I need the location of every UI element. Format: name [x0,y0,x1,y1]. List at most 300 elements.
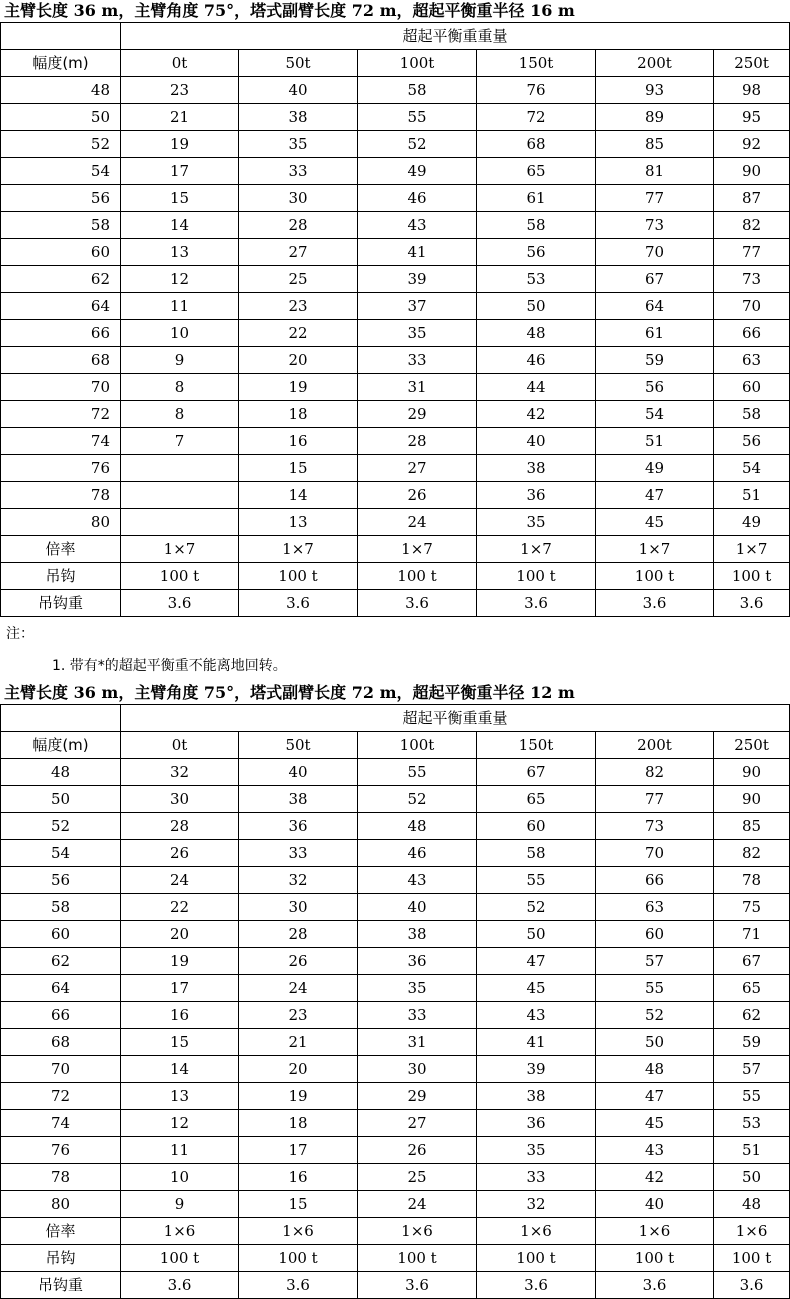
capacity-cell: 73 [596,813,714,840]
capacity-cell: 77 [596,185,714,212]
capacity-cell: 38 [477,455,596,482]
capacity-cell: 28 [239,212,358,239]
capacity-cell: 14 [239,482,358,509]
capacity-cell: 33 [239,840,358,867]
capacity-cell: 33 [239,158,358,185]
capacity-cell: 35 [477,509,596,536]
capacity-cell: 58 [358,77,477,104]
capacity-cell: 22 [121,894,239,921]
capacity-cell: 52 [477,894,596,921]
radius-cell: 74 [1,428,121,455]
capacity-cell: 90 [714,759,790,786]
footer-label: 吊钩重 [1,1272,121,1299]
capacity-cell: 46 [358,185,477,212]
capacity-cell: 82 [714,212,790,239]
capacity-cell: 57 [596,948,714,975]
table-row [1,1083,790,1110]
capacity-cell: 29 [358,401,477,428]
capacity-cell: 67 [596,266,714,293]
capacity-cell: 27 [239,239,358,266]
capacity-cell: 22 [239,320,358,347]
capacity-cell: 36 [358,948,477,975]
capacity-cell: 54 [596,401,714,428]
capacity-cell: 37 [358,293,477,320]
capacity-cell: 32 [477,1191,596,1218]
footer-cell: 1×6 [714,1218,790,1245]
capacity-cell: 46 [358,840,477,867]
radius-cell: 68 [1,1029,121,1056]
capacity-cell: 48 [714,1191,790,1218]
radius-cell: 76 [1,455,121,482]
capacity-cell: 36 [239,813,358,840]
capacity-cell: 61 [477,185,596,212]
radius-cell: 64 [1,293,121,320]
capacity-cell: 40 [477,428,596,455]
footer-cell: 3.6 [121,590,239,617]
radius-cell: 54 [1,840,121,867]
radius-cell: 58 [1,212,121,239]
footer-cell: 100 t [358,1245,477,1272]
capacity-cell: 36 [477,482,596,509]
capacity-cell: 50 [477,921,596,948]
capacity-cell: 15 [239,1191,358,1218]
capacity-cell: 93 [596,77,714,104]
table-row [1,185,790,212]
capacity-cell: 82 [596,759,714,786]
table-row [1,77,790,104]
capacity-cell: 39 [358,266,477,293]
capacity-cell: 53 [714,1110,790,1137]
capacity-cell: 35 [358,975,477,1002]
capacity-cell: 95 [714,104,790,131]
radius-cell: 62 [1,266,121,293]
capacity-cell: 32 [239,867,358,894]
capacity-cell: 89 [596,104,714,131]
footer-cell: 1×6 [358,1218,477,1245]
capacity-cell: 46 [477,347,596,374]
radius-cell: 58 [1,894,121,921]
radius-cell: 72 [1,1083,121,1110]
column-header: 150t [477,732,596,759]
footer-cell: 100 t [714,563,790,590]
capacity-cell: 20 [239,1056,358,1083]
footer-cell: 100 t [121,1245,239,1272]
radius-cell: 60 [1,239,121,266]
capacity-cell: 59 [596,347,714,374]
footer-label: 吊钩 [1,1245,121,1272]
radius-cell: 80 [1,509,121,536]
capacity-cell: 35 [358,320,477,347]
footer-cell: 1×7 [121,536,239,563]
table-row [1,948,790,975]
capacity-cell: 25 [239,266,358,293]
capacity-cell: 24 [239,975,358,1002]
capacity-cell: 13 [121,1083,239,1110]
capacity-cell: 47 [477,948,596,975]
capacity-cell: 33 [358,1002,477,1029]
capacity-cell: 19 [121,131,239,158]
capacity-cell: 51 [714,1137,790,1164]
capacity-cell: 29 [358,1083,477,1110]
table-row [1,759,790,786]
capacity-cell: 57 [714,1056,790,1083]
capacity-cell: 56 [596,374,714,401]
column-header: 100t [358,732,477,759]
footer-cell: 3.6 [358,590,477,617]
capacity-cell: 28 [358,428,477,455]
capacity-cell: 18 [239,401,358,428]
capacity-cell: 24 [121,867,239,894]
capacity-cell: 68 [477,131,596,158]
capacity-cell: 31 [358,1029,477,1056]
radius-cell: 80 [1,1191,121,1218]
capacity-cell: 40 [239,759,358,786]
footer-cell: 1×6 [121,1218,239,1245]
corner-cell [1,23,121,50]
capacity-cell: 15 [121,185,239,212]
radius-cell: 66 [1,1002,121,1029]
capacity-cell: 19 [239,374,358,401]
capacity-cell: 60 [714,374,790,401]
table-row [1,867,790,894]
capacity-cell: 14 [121,1056,239,1083]
footer-cell: 100 t [239,563,358,590]
capacity-cell: 43 [358,867,477,894]
radius-cell: 68 [1,347,121,374]
capacity-cell: 51 [714,482,790,509]
load-chart-table-2 [0,704,790,1299]
capacity-cell: 78 [714,867,790,894]
capacity-cell: 16 [239,428,358,455]
capacity-cell: 17 [239,1137,358,1164]
capacity-cell: 47 [596,1083,714,1110]
capacity-cell: 27 [358,455,477,482]
capacity-cell: 52 [358,131,477,158]
capacity-cell: 17 [121,158,239,185]
footer-cell: 100 t [477,1245,596,1272]
capacity-cell: 30 [358,1056,477,1083]
capacity-cell: 49 [714,509,790,536]
table-row [1,212,790,239]
capacity-cell: 85 [596,131,714,158]
footer-label: 倍率 [1,1218,121,1245]
footer-cell: 100 t [596,563,714,590]
table-row [1,840,790,867]
capacity-cell: 26 [358,1137,477,1164]
group-header: 超起平衡重重量 [121,23,790,50]
capacity-cell: 61 [596,320,714,347]
capacity-cell: 90 [714,786,790,813]
radius-cell: 48 [1,759,121,786]
column-header: 100t [358,50,477,77]
capacity-cell: 56 [477,239,596,266]
radius-cell: 66 [1,320,121,347]
capacity-cell: 81 [596,158,714,185]
group-header-row [1,705,790,732]
capacity-cell: 51 [596,428,714,455]
capacity-cell: 55 [596,975,714,1002]
footer-cell: 3.6 [714,1272,790,1299]
footer-cell: 3.6 [714,590,790,617]
capacity-cell: 42 [596,1164,714,1191]
load-chart-table-1 [0,22,790,617]
column-header: 0t [121,732,239,759]
capacity-cell: 43 [477,1002,596,1029]
capacity-cell: 23 [239,293,358,320]
capacity-cell: 65 [477,158,596,185]
capacity-cell: 33 [477,1164,596,1191]
capacity-cell: 10 [121,320,239,347]
capacity-cell: 64 [596,293,714,320]
capacity-cell: 35 [477,1137,596,1164]
capacity-cell: 14 [121,212,239,239]
capacity-cell: 27 [358,1110,477,1137]
capacity-cell: 65 [714,975,790,1002]
notes-label: 注： [6,626,34,642]
capacity-cell: 10 [121,1164,239,1191]
radius-cell: 62 [1,948,121,975]
capacity-cell: 63 [714,347,790,374]
capacity-cell: 50 [477,293,596,320]
capacity-cell: 21 [121,104,239,131]
footer-row [1,1218,790,1245]
column-header: 50t [239,732,358,759]
footer-row [1,1245,790,1272]
capacity-cell: 55 [477,867,596,894]
capacity-cell: 26 [358,482,477,509]
table-row [1,975,790,1002]
footer-row [1,563,790,590]
capacity-cell: 36 [477,1110,596,1137]
capacity-cell: 42 [477,401,596,428]
capacity-cell: 73 [596,212,714,239]
capacity-cell: 44 [477,374,596,401]
table-row [1,347,790,374]
table-row [1,1056,790,1083]
capacity-cell: 55 [358,759,477,786]
capacity-cell: 53 [477,266,596,293]
capacity-cell: 31 [358,374,477,401]
table-row [1,1191,790,1218]
column-header: 200t [596,50,714,77]
capacity-cell: 67 [477,759,596,786]
footer-cell: 100 t [121,563,239,590]
table-row [1,401,790,428]
group-header-row [1,23,790,50]
radius-cell: 72 [1,401,121,428]
footer-cell: 3.6 [358,1272,477,1299]
table-row [1,320,790,347]
capacity-cell: 87 [714,185,790,212]
footer-cell: 3.6 [239,1272,358,1299]
table-row [1,428,790,455]
capacity-cell: 62 [714,1002,790,1029]
capacity-cell: 58 [477,840,596,867]
capacity-cell [121,509,239,536]
table-row [1,1137,790,1164]
capacity-cell: 66 [714,320,790,347]
capacity-cell: 24 [358,509,477,536]
footer-row [1,536,790,563]
capacity-cell: 13 [121,239,239,266]
column-header: 150t [477,50,596,77]
radius-header: 幅度(m) [1,732,121,759]
radius-cell: 52 [1,131,121,158]
capacity-cell: 52 [358,786,477,813]
capacity-cell: 41 [477,1029,596,1056]
capacity-cell: 30 [121,786,239,813]
table-row [1,104,790,131]
capacity-cell: 43 [596,1137,714,1164]
capacity-cell: 38 [358,921,477,948]
capacity-cell: 47 [596,482,714,509]
footer-cell: 3.6 [239,590,358,617]
table-row [1,1002,790,1029]
capacity-cell: 30 [239,894,358,921]
radius-cell: 50 [1,786,121,813]
capacity-cell: 92 [714,131,790,158]
capacity-cell: 60 [477,813,596,840]
capacity-cell: 11 [121,293,239,320]
table-row [1,1110,790,1137]
capacity-cell: 54 [714,455,790,482]
note-item-1: 1. 带有*的超起平衡重不能离地回转。 [52,658,287,674]
radius-cell: 56 [1,867,121,894]
radius-cell: 78 [1,482,121,509]
radius-cell: 56 [1,185,121,212]
capacity-cell: 85 [714,813,790,840]
capacity-cell: 72 [477,104,596,131]
capacity-cell: 26 [239,948,358,975]
footer-label: 吊钩 [1,563,121,590]
radius-cell: 54 [1,158,121,185]
radius-cell: 76 [1,1137,121,1164]
capacity-cell: 55 [714,1083,790,1110]
footer-cell: 100 t [239,1245,358,1272]
capacity-cell: 24 [358,1191,477,1218]
capacity-cell: 41 [358,239,477,266]
footer-cell: 100 t [477,563,596,590]
capacity-cell: 50 [714,1164,790,1191]
capacity-cell: 65 [477,786,596,813]
table1-title: 主臂长度 36 m，主臂角度 75°，塔式副臂长度 72 m，超起平衡重半径 16 m [4,1,575,20]
capacity-cell: 48 [596,1056,714,1083]
capacity-cell: 18 [239,1110,358,1137]
footer-cell: 100 t [596,1245,714,1272]
capacity-cell: 38 [239,104,358,131]
capacity-cell: 77 [714,239,790,266]
capacity-cell: 40 [358,894,477,921]
capacity-cell: 49 [596,455,714,482]
capacity-cell: 48 [477,320,596,347]
capacity-cell: 15 [121,1029,239,1056]
column-header: 50t [239,50,358,77]
capacity-cell: 26 [121,840,239,867]
table-row [1,786,790,813]
capacity-cell: 40 [239,77,358,104]
capacity-cell: 21 [239,1029,358,1056]
capacity-cell: 70 [714,293,790,320]
capacity-cell: 71 [714,921,790,948]
column-header: 250t [714,50,790,77]
capacity-cell: 19 [239,1083,358,1110]
table-row [1,455,790,482]
footer-cell: 1×6 [239,1218,358,1245]
capacity-cell: 73 [714,266,790,293]
table-row [1,158,790,185]
radius-cell: 64 [1,975,121,1002]
capacity-cell: 17 [121,975,239,1002]
capacity-cell: 63 [596,894,714,921]
table-row [1,482,790,509]
radius-cell: 60 [1,921,121,948]
table-row [1,509,790,536]
table-row [1,293,790,320]
footer-cell: 3.6 [596,1272,714,1299]
capacity-cell: 9 [121,347,239,374]
capacity-cell: 35 [239,131,358,158]
capacity-cell: 82 [714,840,790,867]
capacity-cell: 40 [596,1191,714,1218]
capacity-cell: 23 [239,1002,358,1029]
footer-label: 吊钩重 [1,590,121,617]
capacity-cell: 33 [358,347,477,374]
capacity-cell: 55 [358,104,477,131]
capacity-cell: 77 [596,786,714,813]
radius-cell: 70 [1,374,121,401]
table-row [1,1164,790,1191]
capacity-cell: 9 [121,1191,239,1218]
capacity-cell: 28 [121,813,239,840]
capacity-cell: 28 [239,921,358,948]
capacity-cell: 70 [596,239,714,266]
column-header-row [1,50,790,77]
footer-cell: 1×7 [239,536,358,563]
capacity-cell: 49 [358,158,477,185]
footer-cell: 3.6 [596,590,714,617]
capacity-cell: 39 [477,1056,596,1083]
capacity-cell: 45 [477,975,596,1002]
table-row [1,239,790,266]
footer-cell: 3.6 [121,1272,239,1299]
footer-row [1,1272,790,1299]
capacity-cell: 70 [596,840,714,867]
radius-cell: 74 [1,1110,121,1137]
capacity-cell: 52 [596,1002,714,1029]
footer-cell: 1×6 [596,1218,714,1245]
table-row [1,813,790,840]
capacity-cell: 66 [596,867,714,894]
footer-cell: 3.6 [477,1272,596,1299]
table-row [1,374,790,401]
column-header: 250t [714,732,790,759]
footer-cell: 1×7 [714,536,790,563]
capacity-cell: 59 [714,1029,790,1056]
capacity-cell: 56 [714,428,790,455]
capacity-cell: 20 [239,347,358,374]
footer-label: 倍率 [1,536,121,563]
capacity-cell: 15 [239,455,358,482]
capacity-cell: 30 [239,185,358,212]
capacity-cell: 16 [239,1164,358,1191]
radius-cell: 52 [1,813,121,840]
table-row [1,1029,790,1056]
capacity-cell: 38 [239,786,358,813]
capacity-cell: 90 [714,158,790,185]
capacity-cell: 58 [714,401,790,428]
table-row [1,131,790,158]
capacity-cell: 7 [121,428,239,455]
